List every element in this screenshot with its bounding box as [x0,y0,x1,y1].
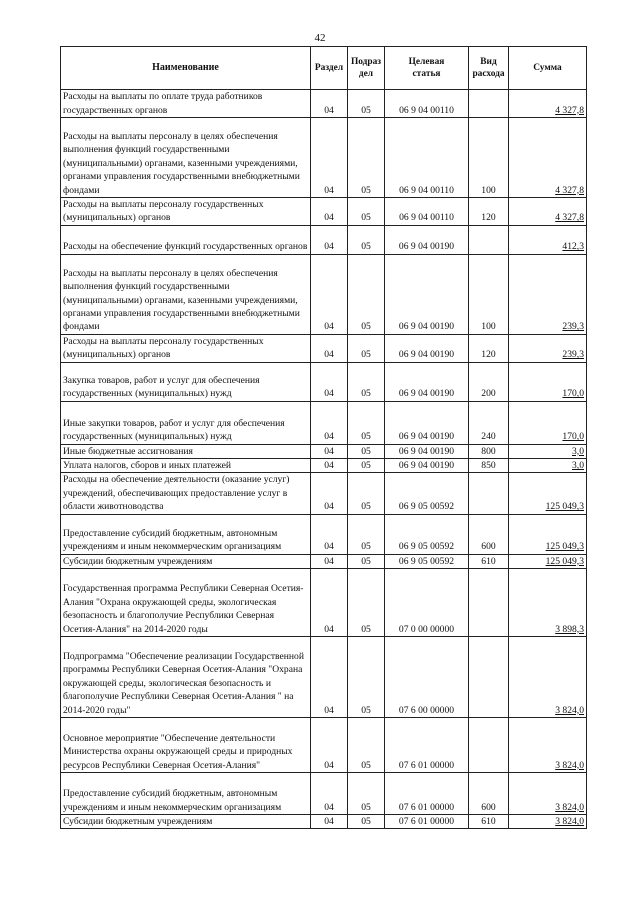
table-row [61,718,587,773]
row-expense-type: 600 [469,514,509,554]
row-name: Предоставление субсидий бюджетным, автономным учреждениям и иным некоммерческим организациям [61,773,311,815]
row-sum: 412,3 [509,225,587,254]
row-expense-type [469,473,509,514]
row-target-article: 06 9 04 00190 [385,401,469,444]
row-sum: 3,0 [509,444,587,458]
row-expense-type [469,718,509,773]
table-header-row [61,47,587,90]
row-target-article: 06 9 05 00592 [385,514,469,554]
row-name: Расходы на выплаты персоналу государственных (муниципальных) органов [61,334,311,362]
row-section: 04 [311,90,348,118]
table-row [61,401,587,444]
table-row [61,334,587,362]
row-sum: 125 049,3 [509,514,587,554]
header-subsection: Подраз дел [348,47,385,90]
row-name: Уплата налогов, сборов и иных платежей [61,459,311,473]
row-name: Закупка товаров, работ и услуг для обеспечения государственных (муниципальных) нужд [61,362,311,401]
row-expense-type [469,90,509,118]
row-target-article: 07 6 00 00000 [385,637,469,718]
budget-table [60,46,587,829]
row-sum: 3,0 [509,459,587,473]
table-row [61,254,587,334]
row-section: 04 [311,718,348,773]
table-row [61,773,587,815]
row-subsection: 05 [348,254,385,334]
row-section: 04 [311,118,348,198]
row-name: Субсидии бюджетным учреждениям [61,554,311,568]
row-section: 04 [311,815,348,829]
row-sum: 170,0 [509,401,587,444]
table-row [61,514,587,554]
row-name: Расходы на выплаты персоналу государственных (муниципальных) органов [61,198,311,226]
row-name: Основное мероприятие "Обеспечение деятельности Министерства охраны окружающей среды и природных ресурсов Республики Северная Осетия-Алания" [61,718,311,773]
row-expense-type: 600 [469,773,509,815]
row-sum: 170,0 [509,362,587,401]
table-row [61,198,587,226]
table-row [61,569,587,637]
row-name: Предоставление субсидий бюджетным, автономным учреждениям и иным некоммерческим организациям [61,514,311,554]
row-expense-type: 200 [469,362,509,401]
row-target-article: 06 9 05 00592 [385,473,469,514]
row-expense-type: 800 [469,444,509,458]
row-sum: 3 824,0 [509,637,587,718]
row-sum: 125 049,3 [509,554,587,568]
row-section: 04 [311,569,348,637]
row-target-article: 06 9 04 00190 [385,225,469,254]
header-sum: Сумма [509,47,587,90]
row-expense-type: 610 [469,554,509,568]
row-sum: 4 327,8 [509,198,587,226]
row-name: Государственная программа Республики Северная Осетия-Алания "Охрана окружающей среды, экологическая безопасность и благополучие Республики Северная Осетия-Алания" на 2014-2020 годы [61,569,311,637]
row-target-article: 06 9 04 00110 [385,90,469,118]
row-name: Расходы на обеспечение деятельности (оказание услуг) учреждений, обеспечивающих предоставление услуг в области животноводства [61,473,311,514]
row-expense-type: 610 [469,815,509,829]
table-row [61,637,587,718]
row-section: 04 [311,401,348,444]
row-name: Подпрограмма "Обеспечение реализации Государственной программы Республики Северная Осетия-Алания "Охрана окружающей среды, экологическая безопасность и благополучие Республики Северная Осетия-Алания " на 2014-2020 годы" [61,637,311,718]
table-row [61,459,587,473]
row-name: Иные бюджетные ассигнования [61,444,311,458]
row-section: 04 [311,444,348,458]
row-section: 04 [311,554,348,568]
table-row [61,90,587,118]
row-subsection: 05 [348,198,385,226]
table-row [61,118,587,198]
row-target-article: 06 9 04 00190 [385,254,469,334]
row-subsection: 05 [348,444,385,458]
row-section: 04 [311,198,348,226]
row-sum: 3 898,3 [509,569,587,637]
row-sum: 3 824,0 [509,815,587,829]
row-sum: 239,3 [509,334,587,362]
row-name: Расходы на выплаты по оплате труда работников государственных органов [61,90,311,118]
row-section: 04 [311,473,348,514]
header-section: Раздел [311,47,348,90]
table-row [61,362,587,401]
table-row [61,473,587,514]
row-expense-type [469,225,509,254]
row-target-article: 07 6 01 00000 [385,718,469,773]
row-section: 04 [311,637,348,718]
row-sum: 4 327,8 [509,90,587,118]
row-sum: 239,3 [509,254,587,334]
row-expense-type [469,637,509,718]
row-sum: 4 327,8 [509,118,587,198]
row-subsection: 05 [348,118,385,198]
row-section: 04 [311,225,348,254]
row-subsection: 05 [348,554,385,568]
table-row [61,554,587,568]
header-article: Целевая статья [385,47,469,90]
row-expense-type: 100 [469,118,509,198]
row-subsection: 05 [348,362,385,401]
row-expense-type: 120 [469,334,509,362]
row-sum: 125 049,3 [509,473,587,514]
row-subsection: 05 [348,90,385,118]
row-sum: 3 824,0 [509,718,587,773]
row-expense-type: 120 [469,198,509,226]
row-subsection: 05 [348,334,385,362]
row-section: 04 [311,773,348,815]
row-target-article: 07 0 00 00000 [385,569,469,637]
row-subsection: 05 [348,773,385,815]
row-expense-type [469,569,509,637]
row-target-article: 06 9 04 00190 [385,334,469,362]
row-subsection: 05 [348,815,385,829]
row-subsection: 05 [348,225,385,254]
row-section: 04 [311,514,348,554]
row-subsection: 05 [348,401,385,444]
row-subsection: 05 [348,473,385,514]
row-target-article: 07 6 01 00000 [385,773,469,815]
row-section: 04 [311,459,348,473]
row-target-article: 06 9 04 00190 [385,362,469,401]
row-name: Иные закупки товаров, работ и услуг для обеспечения государственных (муниципальных) нужд [61,401,311,444]
row-target-article: 06 9 04 00110 [385,198,469,226]
row-expense-type: 100 [469,254,509,334]
row-target-article: 06 9 04 00110 [385,118,469,198]
row-section: 04 [311,362,348,401]
row-subsection: 05 [348,637,385,718]
row-expense-type: 240 [469,401,509,444]
header-name: Наименование [61,47,311,90]
row-subsection: 05 [348,514,385,554]
row-expense-type: 850 [469,459,509,473]
row-name: Расходы на выплаты персоналу в целях обеспечения выполнения функций государственными (муниципальными) органами, казенными учреждениями, органами управления государственными внебюджетными фондами [61,254,311,334]
row-sum: 3 824,0 [509,773,587,815]
row-name: Расходы на выплаты персоналу в целях обеспечения выполнения функций государственными (муниципальными) органами, казенными учреждениями, органами управления государственными внебюджетными фондами [61,118,311,198]
row-target-article: 06 9 04 00190 [385,459,469,473]
table-row [61,225,587,254]
page-number: 42 [314,32,326,44]
row-target-article: 07 6 01 00000 [385,815,469,829]
row-section: 04 [311,334,348,362]
header-expense-type: Вид расхода [469,47,509,90]
row-section: 04 [311,254,348,334]
row-target-article: 06 9 04 00190 [385,444,469,458]
row-name: Расходы на обеспечение функций государственных органов [61,225,311,254]
table-row [61,444,587,458]
row-subsection: 05 [348,718,385,773]
row-target-article: 06 9 05 00592 [385,554,469,568]
row-subsection: 05 [348,459,385,473]
row-name: Субсидии бюджетным учреждениям [61,815,311,829]
row-subsection: 05 [348,569,385,637]
table-row [61,815,587,829]
